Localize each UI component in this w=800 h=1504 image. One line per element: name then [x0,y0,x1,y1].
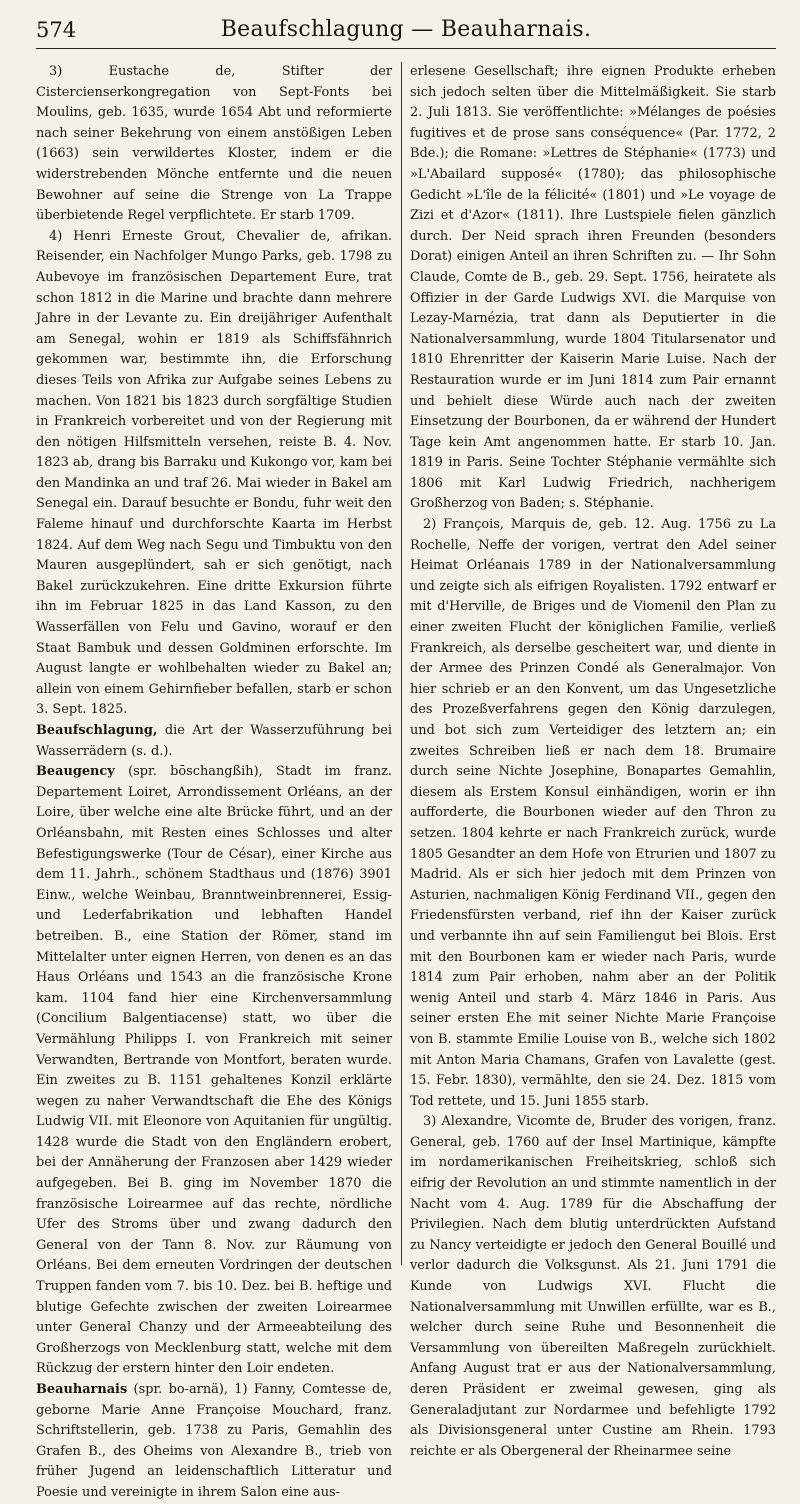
entry-paragraph [410,515,776,1112]
entry-paragraph [410,1112,776,1462]
entry-paragraph [36,762,392,1380]
entry-text: die Art der Wasserzuführung bei Wasserrädern (s. d.). [36,723,392,759]
entry-headword: Beaufschlagung, [36,723,158,738]
entry-paragraph [36,62,392,227]
text-columns [36,62,776,1500]
entry-text: 3) Alexandre, Vicomte de, Bruder des vorigen, franz. General, geb. 1760 auf der Insel Martinique, kämpfte im nordamerikanischen Freiheitskrieg, schloß sich eifrig der Revolution an und stimmte namentlich in der Nacht vom 4. Aug. 1789 für die Abschaffung der Privilegien. Nach dem blutig unterdrückten Aufstand zu Nancy verteidigte er jedoch den General Bouillé und verlor dadurch die Volksgunst. Als 21. Juni 1791 die Kunde von Ludwigs XVI. Flucht die Nationalversammlung mit Unwillen erfüllte, war es B., welcher durch seine Ruhe und Besonnenheit die Versammlung von übereilten Maßregeln zurückhielt. Anfang August trat er aus der Nationalversammlung, deren Präsident er zweimal gewesen, ging als Generaladjutant zur Nordarmee und befehligte 1792 als Divisionsgeneral unter Custine am Rhein. 1793 reichte er als Obergeneral der Rheinarmee seine [410,1114,776,1459]
entry-text: 3) Eustache de, Stifter der Cistercienserkongregation von Sept-Fonts bei Moulins, geb. 1635, wurde 1654 Abt und reformierte nach seiner Bekehrung von einem anstößigen Leben (1663) sein verwildertes Kloster, indem er die widerstrebenden Mönche entfernte und die neuen Bewohner auf seine die Strenge von La Trappe überbietende Regel verpflichtete. Er starb 1709. [36,64,392,224]
page-number: 574 [36,18,77,42]
running-head: Beaufschlagung — Beauharnais. [220,17,592,42]
entry-paragraph [36,227,392,721]
entry-text: erlesene Gesellschaft; ihre eignen Produkte erheben sich jedoch selten über die Mittelmäßigkeit. Sie starb 2. Juli 1813. Sie veröffentlichte: »Mélanges de poésies fugitives et de prose sans conséquence« (Par. 1772, 2 Bde.); die Romane: »Lettres de Stéphanie« (1773) und »L'Abailard supposé« (1780); das philosophische Gedicht »L'île de la félicité« (1801) und »Le voyage de Zizi et d'Azor« (1811). Ihre Lustspiele fielen gänzlich durch. Der Neid sprach ihren Freunden (besonders Dorat) einigen Anteil an ihren Schriften zu. — Ihr Sohn Claude, Comte de B., geb. 29. Sept. 1756, heiratete als Offizier in der Garde Ludwigs XVI. die Marquise von Lezay-Marnézia, trat dann als Deputierter in die Nationalversammlung, wurde 1804 Titularsenator und 1810 Ehrenritter der Kaiserin Marie Luise. Nach der Restauration wurde er im Juni 1814 zum Pair ernannt und behielt diese Würde auch nach der zweiten Einsetzung der Bourbonen, da er während der Hundert Tage kein Amt angenommen hatte. Er starb 10. Jan. 1819 in Paris. Seine Tochter Stéphanie vermählte sich 1806 mit Karl Ludwig Friedrich, nachherigem Großherzog von Baden; s. Stéphanie. [410,64,776,512]
page-header [36,14,776,49]
left-column [36,62,392,1500]
entry-text: (spr. bo-arnä), 1) Fanny, Comtesse de, geborne Marie Anne Françoise Mouchard, franz. Schriftstellerin, geb. 1738 zu Paris, Gemahlin des Grafen B., des Oheims von Alexandre B., trieb von früher Jugend an leidenschaftlich Litteratur und Poesie und vereinigte in ihrem Salon eine aus- [36,1382,392,1500]
entry-headword: Beauharnais [36,1382,128,1397]
entry-text: 2) François, Marquis de, geb. 12. Aug. 1756 zu La Rochelle, Neffe der vorigen, vertrat den Adel seiner Heimat Orléanais 1789 in der Nationalversammlung und zeigte sich als eifrigen Royalisten. 1792 entwarf er mit d'Herville, de Briges und de Viomenil den Plan zu einer zweiten Flucht der königlichen Familie, verließ Frankreich, als derselbe gescheitert war, und diente in der Armee des Prinzen Condé als Generalmajor. Von hier schrieb er an den Konvent, um das Ungesetzliche des Prozeßverfahrens gegen den König darzulegen, und bot sich zum Verteidiger des letztern an; ein zweites Schreiben ließ er nach dem 18. Brumaire durch seine Nichte Josephine, Bonapartes Gemahlin, diesem als Erstem Konsul einhändigen, worin er ihn aufforderte, die Bourbonen wieder auf den Thron zu setzen. 1804 kehrte er nach Frankreich zurück, wurde 1805 Gesandter an dem Hofe von Etrurien und 1807 zu Madrid. Als er sich hier jedoch mit dem Prinzen von Asturien, nachmaligen König Ferdinand VII., gegen den Friedensfürsten verband, rief ihn der Kaiser zurück und verbannte ihn auf sein Familiengut bei Blois. Erst mit den Bourbonen kam er wieder nach Paris, wurde 1814 zum Pair erhoben, nahm aber an der Politik wenig Anteil und starb 4. März 1846 in Paris. Aus seiner ersten Ehe mit seiner Nichte Marie Françoise von B. stammte Emilie Louise von B., welche sich 1802 mit Anton Maria Chamans, Grafen von Lavalette (gest. 15. Febr. 1830), vermählte, den sie 24. Dez. 1815 vom Tod rettete, und 15. Juni 1855 starb. [410,517,776,1109]
column-divider [401,62,402,1265]
right-column [410,62,776,1459]
entry-paragraph [410,62,776,515]
entry-paragraph [36,1380,392,1504]
entry-text: 4) Henri Erneste Grout, Chevalier de, afrikan. Reisender, ein Nachfolger Mungo Parks, geb. 1798 zu Aubevoye im französischen Departement Eure, trat schon 1812 in die Marine und brachte dann mehrere Jahre in der Levante zu. Ein dreijähriger Aufenthalt am Senegal, wohin er 1819 als Schiffsfähnrich gekommen war, bestimmte ihn, die Erforschung dieses Teils von Afrika zur Aufgabe seines Lebens zu machen. Von 1821 bis 1823 durch sorgfältige Studien in Frankreich vorbereitet und von der Regierung mit den nötigen Hilfsmitteln versehen, reiste B. 4. Nov. 1823 ab, drang bis Barraku und Kukongo vor, kam bei den Mandinka an und traf 26. Mai wieder in Bakel am Senegal ein. Darauf besuchte er Bondu, fuhr weit den Faleme hinauf und durchforschte Kaarta im Herbst 1824. Auf dem Weg nach Segu und Timbuktu von den Mauren ausgeplündert, sah er sich genötigt, nach Bakel zurückzukehren. Eine dritte Exkursion führte ihn im Februar 1825 in das Land Kasson, zu den Wasserfällen von Felu und Gavino, worauf er den Staat Bambuk und dessen Goldminen erforschte. Im August langte er wohlbehalten wieder zu Bakel an; allein von einem Gehirnfieber befallen, starb er schon 3. Sept. 1825. [36,228,392,718]
entry-paragraph [36,721,392,762]
entry-headword: Beaugency [36,764,115,780]
entry-text: (spr. bōschangßih), Stadt im franz. Departement Loiret, Arrondissement Orléans, an der Loire, über welche eine alte Brücke führt, und an der Orléansbahn, mit Resten eines Schlosses und alter Befestigungswerke (Tour de César), einer Kirche aus dem 11. Jahrh., schönem Stadthaus und (1876) 3901 Einw., welche Weinbau, Branntweinbrennerei, Essig- und Lederfabrikation und lebhaften Handel betreiben. B., eine Station der Römer, stand im Mittelalter unter eignen Herren, von denen es an das Haus Orléans und 1543 an die französische Krone kam. 1104 fand hier eine Kirchenversammlung (Concilium Balgentiacense) statt, wo über die Vermählung Philipps I. von Frankreich mit seiner Verwandten, Bertrande von Montfort, beraten wurde. Ein zweites zu B. 1151 gehaltenes Konzil erklärte wegen zu naher Verwandtschaft die Ehe des Königs Ludwig VII. mit Eleonore von Aquitanien für ungültig. 1428 wurde die Stadt von den Engländern erobert, bei der Annäherung der Franzosen aber 1429 wieder aufgegeben. Bei B. ging im November 1870 die französische Loirearmee auf das rechte, nördliche Ufer des Stroms über und zwang dadurch den General von der Tann 8. Nov. zur Räumung von Orléans. Bei dem erneuten Vordringen der deutschen Truppen fanden vom 7. bis 10. Dez. bei B. heftige und blutige Gefechte zwischen der zweiten Loirearmee unter General Chanzy und der Armeeabteilung des Großherzogs von Mecklenburg statt, welche mit dem Rückzug der erstern hinter den Loir endeten. [36,764,392,1377]
